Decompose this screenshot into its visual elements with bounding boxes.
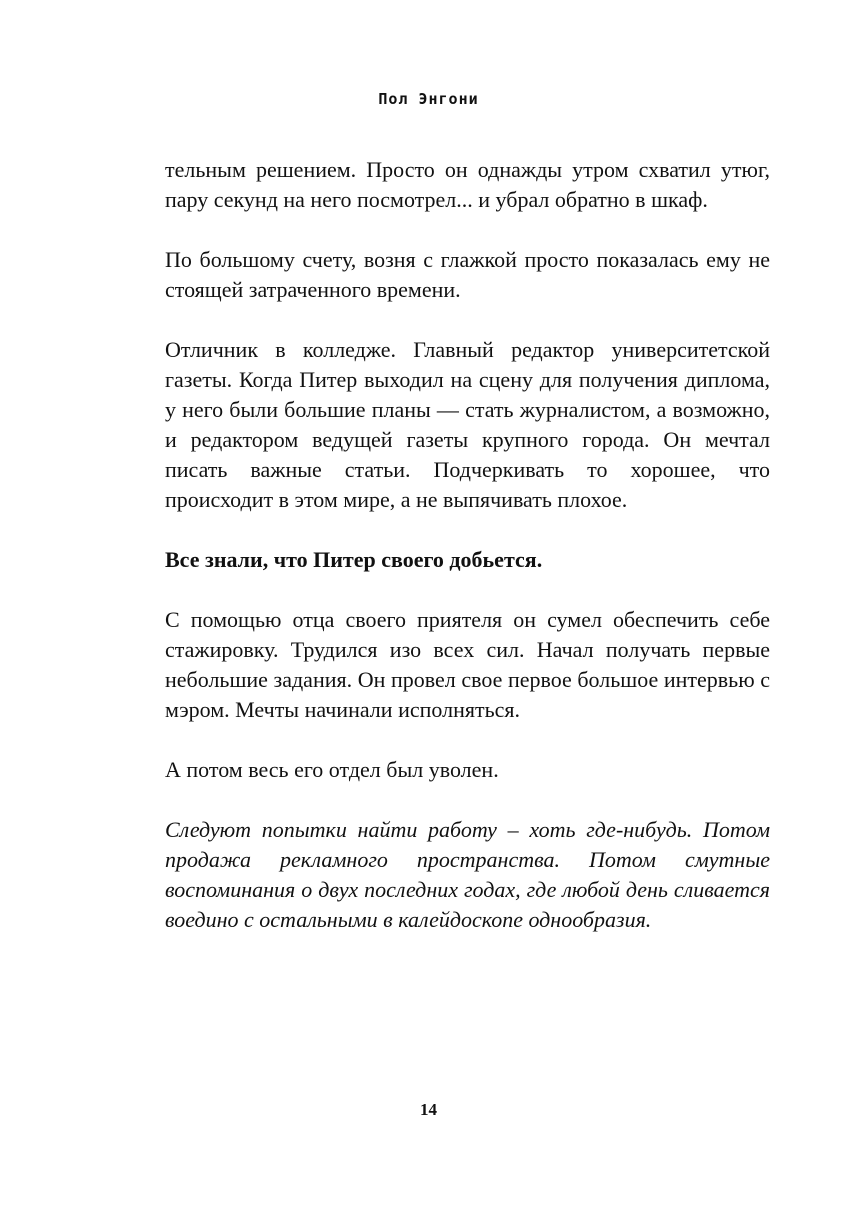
paragraph: тельным решением. Просто он однажды утром схватил утюг, пару секунд на него посмотрел... и убрал обратно в шкаф. bbox=[165, 157, 770, 212]
italic-paragraph: Следуют попытки найти работу – хоть где-нибудь. Потом продажа рекламного пространства. Потом смутные воспоминания о двух последних годах, где любой день сливается воедино с остальными в калейдоскопе однообразия. bbox=[165, 817, 770, 932]
paragraph: Отличник в колледже. Главный редактор университетской газеты. Когда Питер выходил на сцену для получения диплома, у него были большие планы — стать журналистом, а возможно, и редактором ведущей газеты крупного города. Он мечтал писать важные статьи. Подчеркивать то хорошее, что происходит в этом мире, а не выпячивать плохое. bbox=[165, 337, 770, 512]
paragraph: По большому счету, возня с глажкой просто показалась ему не стоящей затраченного времени. bbox=[165, 247, 770, 302]
page-number: 14 bbox=[420, 1100, 437, 1119]
body-text bbox=[165, 155, 770, 965]
paragraph: А потом весь его отдел был уволен. bbox=[165, 757, 499, 782]
paragraph: С помощью отца своего приятеля он сумел обеспечить себе стажировку. Трудился изо всех сил. Начал получать первые небольшие задания. Он провел свое первое большое интервью с мэром. Мечты начинали исполняться. bbox=[165, 607, 770, 722]
running-head: Пол Энгони bbox=[378, 90, 479, 108]
bold-paragraph: Все знали, что Питер своего добьется. bbox=[165, 547, 543, 572]
